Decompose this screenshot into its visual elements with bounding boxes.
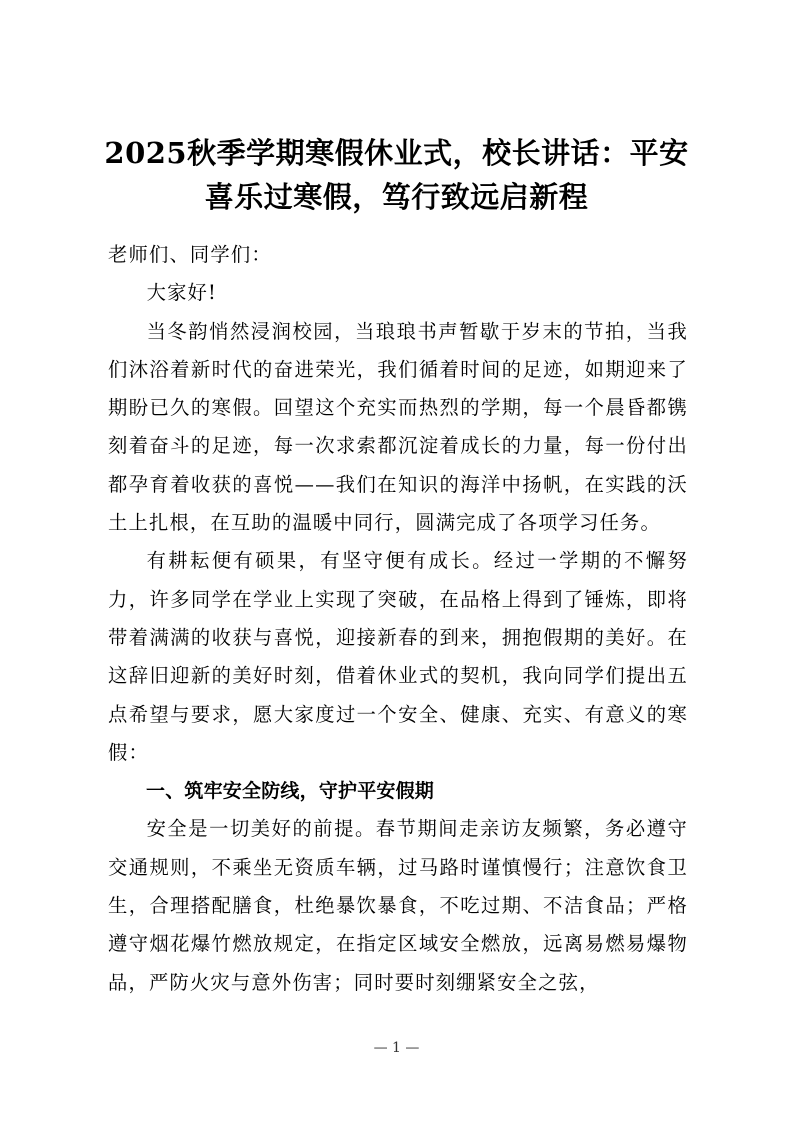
salutation: 老师们、同学们： xyxy=(108,243,272,266)
paragraph-safety: 安全是一切美好的前提。春节期间走亲访友频繁，务必遵守交通规则，不乘坐无资质车辆，过马路时谨慎慢行；注意饮食卫生，合理搭配膳食，杜绝暴饮暴食，不吃过期、不洁食品；严格遵守烟花爆竹燃放规定，在指定区域安全燃放，远离易燃易爆物品，严防火灾与意外伤害；同时要时刻绷紧安全之弦， xyxy=(108,817,688,994)
greeting: 大家好! xyxy=(146,281,217,305)
section-heading-safety: 一、筑牢安全防线，守护平安假期 xyxy=(146,780,435,803)
document-title: 2025秋季学期寒假休业式，校长讲话：平安喜乐过寒假，笃行致远启新程 xyxy=(104,136,689,215)
document-body xyxy=(108,236,688,1002)
paragraph-opening: 当冬韵悄然浸润校园，当琅琅书声暂歇于岁末的节拍，当我们沐浴着新时代的奋进荣光，我们循着时间的足迹，如期迎来了期盼已久的寒假。回望这个充实而热烈的学期，每一个晨昏都镌刻着奋斗的足迹，每一次求索都沉淀着成长的力量，每一份付出都孕育着收获的喜悦——我们在知识的海洋中扬帆，在实践的沃土上扎根，在互助的温暖中同行，圆满完成了各项学习任务。 xyxy=(108,319,688,535)
page-number: — 1 — xyxy=(373,1040,420,1056)
paragraph-expectations: 有耕耘便有硕果，有坚守便有成长。经过一学期的不懈努力，许多同学在学业上实现了突破，在品格上得到了锤炼，即将带着满满的收获与喜悦，迎接新春的到来，拥抱假期的美好。在这辞旧迎新的美好时刻，借着休业式的契机，我向同学们提出五点希望与要求，愿大家度过一个安全、健康、充实、有意义的寒假： xyxy=(108,549,688,764)
